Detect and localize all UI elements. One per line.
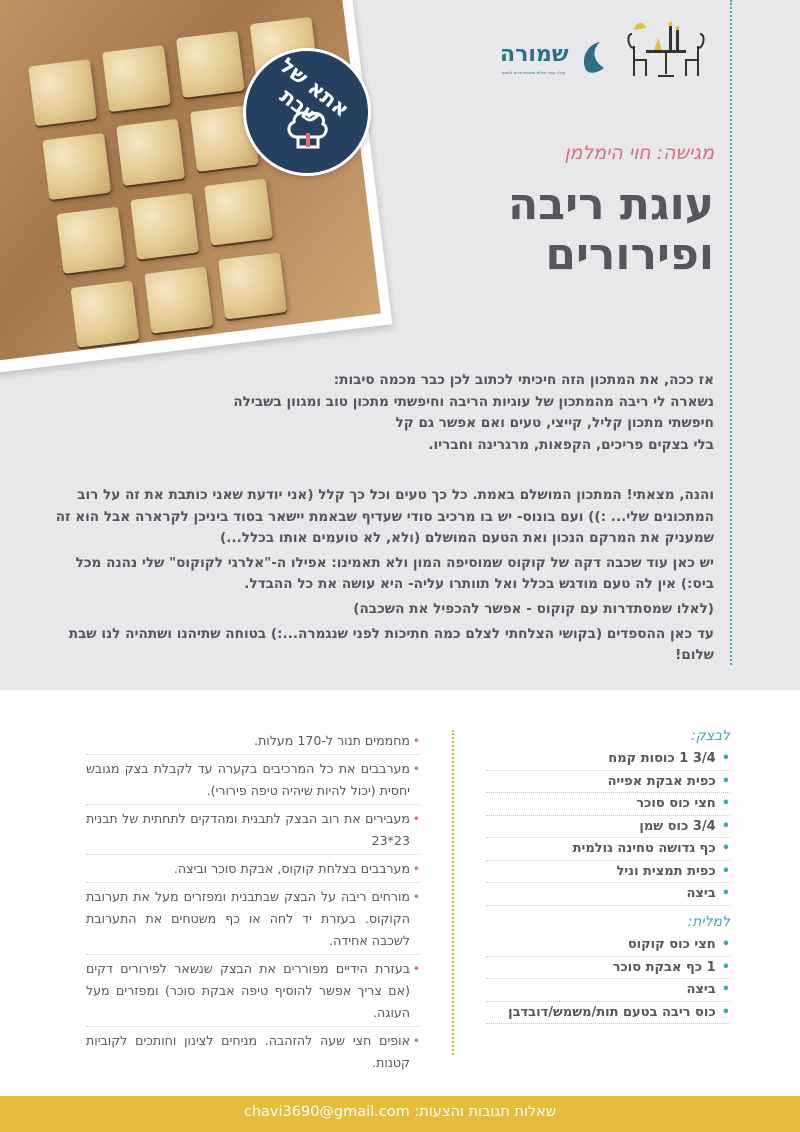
footer-bar	[0, 1096, 800, 1132]
shmura-logo: שמורה	[500, 42, 569, 67]
instruction-step: • מעבירים את רוב הבצק לתבנית ומהדקים לתחתית של תבנית 23*23	[86, 808, 420, 855]
intro-p6: יש כאן עוד שכבה דקה של קוקוס שמוסיפה המון ולא תאמינו: אפילו ה-"אלרגי לקוקוס" שלי נהנה מכל ביס:) אין לה טעם מודגש בכלל ואל תוותרו עליה- היא עושה את כל ההבדל.	[75, 554, 714, 593]
filling-heading: למלית:	[687, 914, 730, 930]
ingredient-item: •כפית אבקת אפייה	[486, 771, 730, 794]
ingredient-item: •כפית תמצית וניל	[486, 861, 730, 884]
intro-p2: נשארה לי ריבה מהמתכון של עוגיות הריבה וחיפשתי מתכון טוב ומגוון בשבילה	[233, 393, 714, 410]
intro-p5: והנה, מצאתי! המתכון המושלם באמת. כל כך טעים וכל כך קלל (אני יודעת שאני כותבת את זה על רוב המתכונים שלי... :)) ועם בונוס- יש בו מרכיב סודי שעדיף שבאמת יישאר בסוד ביניכן לקרארה אבל הוא זה שמעניק את המרקם הנכון ואת הטעם המושלם (ולא, לא טועמים אותו בכלל...)	[55, 487, 714, 547]
ingredient-item: •3/4 כוס שמן	[486, 816, 730, 839]
instruction-step: • מחממים תנור ל-170 מעלות.	[86, 730, 420, 755]
dough-ingredients	[486, 728, 730, 906]
shmura-swirl-icon	[582, 40, 608, 74]
instruction-step: • מערבבים את כל המרכיבים בקערה עד לקבלת בצק מגובש יחסית (יכול להיות שיהיה טיפה פירורי).	[86, 758, 420, 805]
ingredient-item: •1 כף אבקת סוכר	[486, 957, 730, 980]
dotted-divider	[730, 0, 732, 665]
instruction-step: • מורחים ריבה על הבצק שבתבנית ומפזרים מעל את תערובת הקוקוס. בעזרת יד לחה או כף משטחים את התערובת לשכבה אחידה.	[86, 886, 420, 955]
instruction-step: • מערבבים בצלחת קוקוס, אבקת סוכר וביצה.	[86, 858, 420, 883]
intro-p8: עד כאן ההספדים (בקושי הצלחתי לצלם כמה חתיכות לפני שנגמרה...:) בטוחה שתיהנו ושתהיה לנו שבת שלום!	[68, 625, 714, 664]
intro-p7: (לאלו שמסתדרות עם קוקוס - אפשר להכפיל את השכבה)	[353, 600, 714, 617]
title-line-2: ופירורים	[545, 229, 714, 280]
intro-block-2	[54, 485, 714, 667]
badge-text: אתא של שבת	[275, 53, 354, 130]
footer-contact: שאלות תגובות והצעות: chavi3690@gmail.com	[243, 1104, 557, 1120]
intro-p4: בלי בצקים פריכים, הקפאות, מרגרינה וחבריו.	[428, 436, 714, 453]
ingredient-item: •כף גדושה טחינה גולמית	[486, 838, 730, 861]
ingredient-item: •חצי כוס סוכר	[486, 793, 730, 816]
ingredient-item: •כוס ריבה בטעם תות/משמש/דובדבן	[486, 1002, 730, 1025]
logos-area	[500, 20, 710, 80]
title-line-1: עוגת ריבה	[508, 179, 714, 230]
dining-table-icon	[624, 20, 708, 80]
filling-ingredients	[486, 914, 730, 1024]
shabbat-badge	[243, 48, 371, 176]
ingredient-item: •חצי כוס קוקוס	[486, 934, 730, 957]
dough-heading: לבצק:	[690, 728, 730, 744]
instruction-step: • בעזרת הידיים מפוררים את הבצק שנשאר לפירורים דקים (אם צריך אפשר להוסיף טיפה אבקת סוכר) ומפזרים מעל העוגה.	[86, 958, 420, 1027]
instructions-list	[86, 730, 420, 1076]
intro-block-1	[54, 370, 714, 456]
ingredient-item: •ביצה	[486, 883, 730, 906]
ingredient-item: •3/4 1 כוסות קמח	[486, 748, 730, 771]
chef-hat-icon	[282, 103, 332, 153]
orange-divider	[452, 730, 454, 1055]
intro-p3: חיפשתי מתכון קליל, קייצי, טעים ואם אפשר גם קל	[395, 415, 714, 432]
instruction-step: • אופים חצי שעה להזהבה. מניחים לצינון וחותכים לקוביות קטנות.	[86, 1033, 420, 1070]
shmura-logo-subtitle: עולה עבור חולים ומשפחותיהם לנשום	[502, 70, 566, 75]
author-line: מגישה: חוי הימלמן	[564, 142, 714, 164]
intro-p1: אז ככה, את המתכון הזה חיכיתי לכתוב לכן כבר מכמה סיבות:	[333, 372, 714, 388]
recipe-title	[414, 180, 714, 280]
ingredient-item: •ביצה	[486, 979, 730, 1002]
